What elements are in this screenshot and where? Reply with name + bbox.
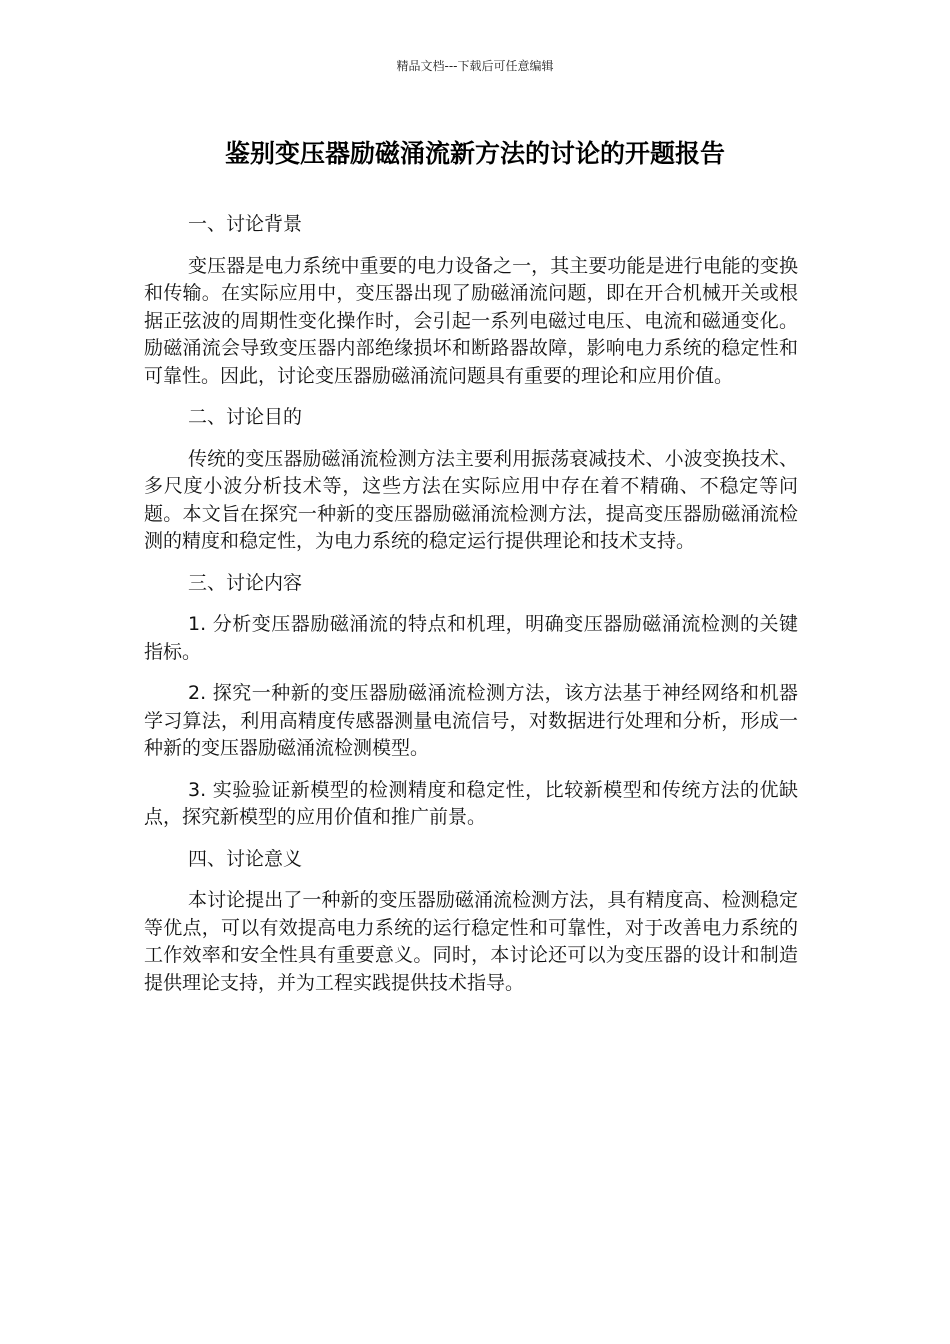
content-item-3: 3. 实验验证新模型的检测精度和稳定性，比较新模型和传统方法的优缺点，探究新模型的应用价值和推广前景。	[144, 778, 798, 828]
section-heading-content: 三、讨论内容	[188, 571, 303, 594]
page-header: 精品文档---下载后可任意编辑	[396, 59, 554, 73]
section-heading-purpose: 二、讨论目的	[188, 406, 303, 428]
paragraph-background: 变压器是电力系统中重要的电力设备之一，其主要功能是进行电能的变换和传输。在实际应用中，变压器出现了励磁涌流问题，即在开合机械开关或根据正弦波的周期性变化操作时，会引起一系列电磁过电压、电流和磁通变化。励磁涌流会导致变压器内部绝缘损坏和断路器故障，影响电力系统的稳定性和可靠性。因此，讨论变压器励磁涌流问题具有重要的理论和应用价值。	[144, 254, 798, 387]
document-body	[144, 211, 798, 1011]
section-heading-significance: 四、讨论意义	[188, 847, 303, 870]
paragraph-purpose: 传统的变压器励磁涌流检测方法主要利用振荡衰减技术、小波变换技术、多尺度小波分析技术等，这些方法在实际应用中存在着不精确、不稳定等问题。本文旨在探究一种新的变压器励磁涌流检测方法，提高变压器励磁涌流检测的精度和稳定性，为电力系统的稳定运行提供理论和技术支持。	[144, 447, 798, 552]
content-item-1: 1. 分析变压器励磁涌流的特点和机理，明确变压器励磁涌流检测的关键指标。	[144, 613, 798, 663]
document-title: 鉴别变压器励磁涌流新方法的讨论的开题报告	[224, 139, 725, 168]
section-heading-background: 一、讨论背景	[188, 213, 303, 235]
content-item-2: 2. 探究一种新的变压器励磁涌流检测方法，该方法基于神经网络和机器学习算法，利用高精度传感器测量电流信号，对数据进行处理和分析，形成一种新的变压器励磁涌流检测模型。	[144, 682, 798, 759]
paragraph-significance: 本讨论提出了一种新的变压器励磁涌流检测方法，具有精度高、检测稳定等优点，可以有效提高电力系统的运行稳定性和可靠性，对于改善电力系统的工作效率和安全性具有重要意义。同时，本讨论还可以为变压器的设计和制造提供理论支持，并为工程实践提供技术指导。	[144, 889, 798, 994]
